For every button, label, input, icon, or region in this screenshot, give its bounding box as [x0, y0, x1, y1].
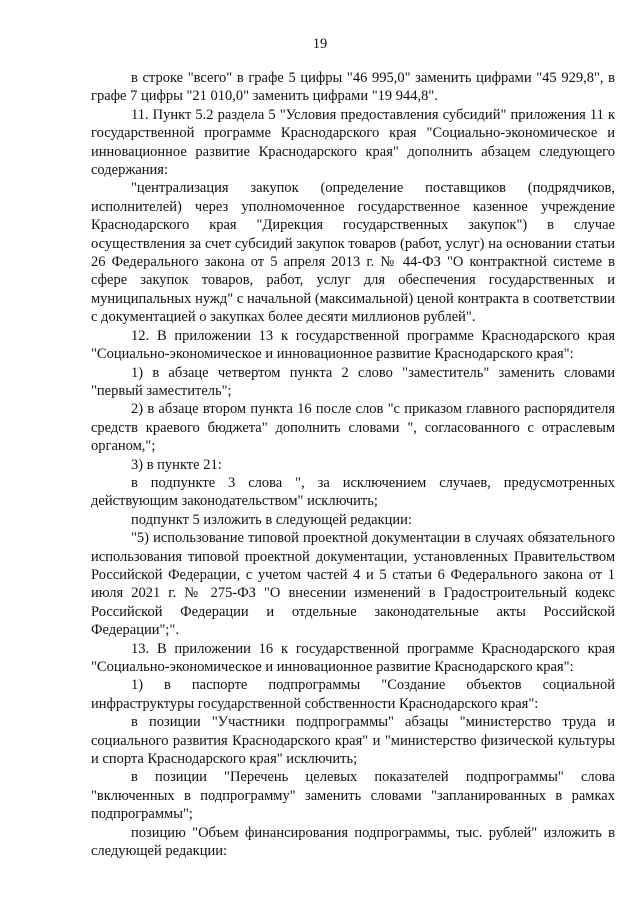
paragraph: 13. В приложении 16 к государственной программе Краснодарского края "Социально-экономическое и инновационное развитие Краснодарского края": [91, 640, 615, 675]
paragraph: в позиции "Участники подпрограммы" абзацы "министерство труда и социального развития Краснодарского края" и "министерство физической культуры и спорта Краснодарского края" исключить; [91, 714, 615, 768]
paragraph: в позиции "Перечень целевых показателей подпрограммы" слова "включенных в подпрограмму" заменить словами "запланированных в рамках подпрограммы"; [91, 769, 615, 823]
paragraph: 2) в абзаце втором пункта 16 после слов "с приказом главного распорядителя средств краевого бюджета" дополнить словами ", согласованного с отраслевым органом,"; [91, 401, 615, 455]
document-body [91, 69, 615, 860]
page-number: 19 [312, 36, 328, 52]
paragraph: подпункт 5 изложить в следующей редакции: [131, 511, 412, 528]
paragraph: 1) в абзаце четвертом пункта 2 слово "заместитель" заменить словами "первый заместитель"; [91, 364, 615, 399]
paragraph: 12. В приложении 13 к государственной программе Краснодарского края "Социально-экономическое и инновационное развитие Краснодарского края": [91, 327, 615, 363]
paragraph: "централизация закупок (определение поставщиков (подрядчиков, исполнителей) через уполномоченное государственное казенное учреждение Краснодарского края "Дирекция государственных закупок") в случае осуществления за счет субсидий закупок товаров (работ, услуг) на основании статьи 26 Федерального закона от 5 апреля 2013 г. № 44-ФЗ "О контрактной системе в сфере закупок товаров, работ, услуг для обеспечения государственных и муниципальных нужд" с начальной (максимальной) ценой контракта в соответствии с документацией о закупках более десяти миллионов рублей". [91, 180, 615, 326]
paragraph: "5) использование типовой проектной документации в случаях обязательного использования типовой проектной документации, установленных Правительством Российской Федерации, с учетом частей 4 и 5 статьи 6 Федерального закона от 1 июля 2021 г. № 275-ФЗ "О внесении изменений в Градостроительный кодекс Российской Федерации и отдельные законодательные акты Российской Федерации";". [91, 530, 615, 639]
paragraph: в строке "всего" в графе 5 цифры "46 995,0" заменить цифрами "45 929,8", в графе 7 цифры "21 010,0" заменить цифрами "19 944,8". [91, 70, 615, 105]
paragraph: позицию "Объем финансирования подпрограммы, тыс. рублей" изложить в следующей редакции: [91, 824, 615, 860]
paragraph: 11. Пункт 5.2 раздела 5 "Условия предоставления субсидий" приложения 11 к государственной программе Краснодарского края "Социально-экономическое и инновационное развитие Краснодарского края" дополнить абзацем следующего содержания: [91, 106, 615, 179]
paragraph: в подпункте 3 слова ", за исключением случаев, предусмотренных действующим законодательством" исключить; [91, 474, 615, 510]
paragraph: 3) в пункте 21: [131, 456, 222, 473]
paragraph: 1) в паспорте подпрограммы "Создание объектов социальной инфраструктуры государственной собственности Краснодарского края": [91, 677, 615, 712]
